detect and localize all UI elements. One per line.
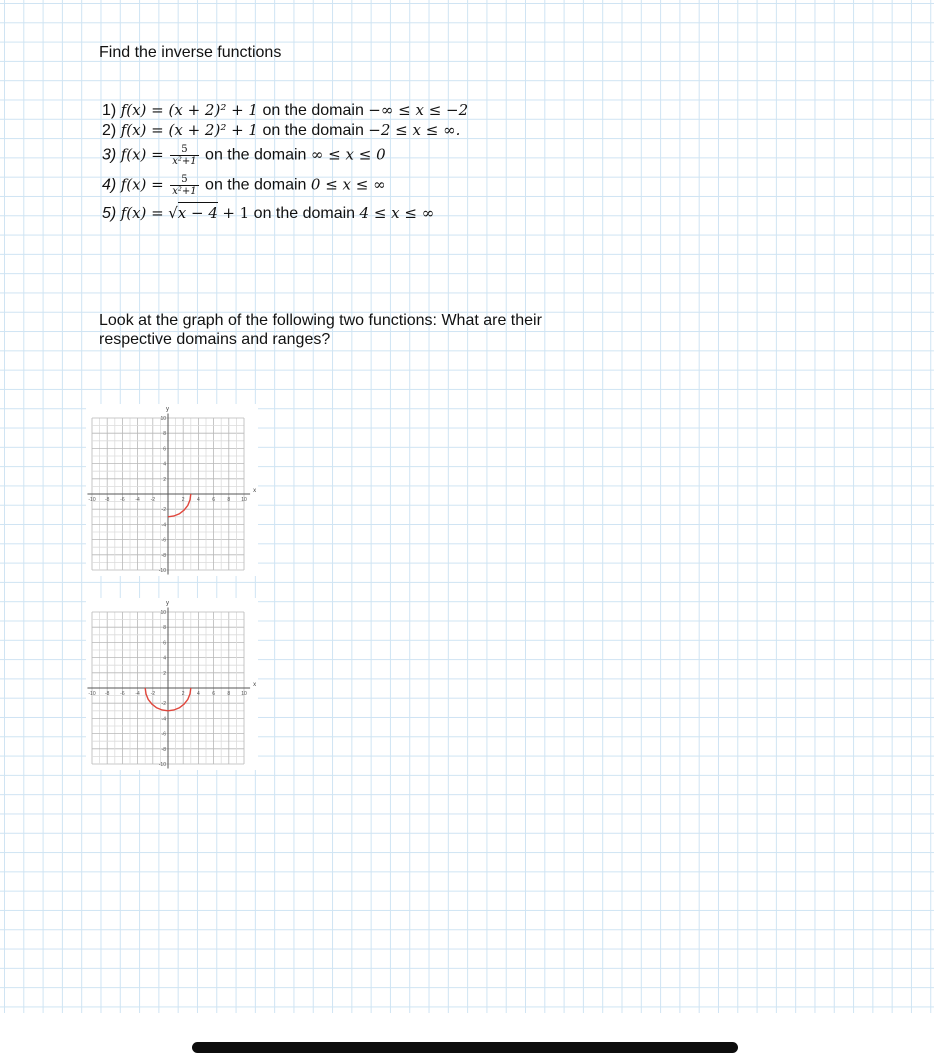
fraction-denominator: x²+1 [172,186,197,197]
y-tick-label: -6 [161,537,166,544]
problem-2 [102,120,460,141]
worksheet-heading: Find the inverse functions [99,44,282,61]
x-tick-label: -8 [104,691,110,697]
fraction-denominator: x²+1 [172,156,197,167]
problem-radicand: x − 4 [177,204,218,222]
graph-question: Look at the graph of the following two functions: What are their respective domains and ranges? [99,312,542,348]
problem-tail: + 1 [222,204,250,222]
x-tick-label: 6 [212,497,215,503]
y-tick-label: 4 [163,655,166,662]
problem-number: 1) [102,102,117,119]
x-tick-label: -4 [135,497,140,503]
x-axis-label: x [253,682,257,688]
x-tick-label: 10 [241,497,247,503]
x-tick-label: -6 [120,497,125,503]
problem-expression: f(x) = (x + 2)² + 1 [120,101,258,119]
x-tick-label: -10 [88,497,96,503]
x-tick-label: -2 [150,497,156,503]
graph-2-plot [86,598,258,770]
problem-1 [102,100,468,121]
x-tick-label: 6 [212,691,215,697]
y-axis-label: y [166,600,169,607]
x-tick-label: -6 [120,691,125,697]
y-tick-label: -10 [158,762,166,768]
problem-connector: on the domain [262,102,364,119]
y-tick-label: 8 [163,625,166,632]
y-tick-label: -10 [158,568,166,574]
problem-expression: f(x) = (x + 2)² + 1 [120,121,258,139]
function-curve [168,494,191,517]
problem-connector: on the domain [205,146,307,164]
x-tick-label: -4 [135,691,140,697]
problem-4 [102,174,386,197]
x-tick-label: 8 [227,691,231,697]
y-axis-label: y [166,406,169,413]
graph-1-plot [86,404,258,576]
x-tick-label: -8 [104,497,110,503]
problem-3 [102,144,386,167]
x-tick-label: -2 [150,691,156,697]
problem-domain: −2 ≤ x ≤ ∞. [368,121,461,139]
problem-5 [102,203,434,224]
y-tick-label: -4 [161,522,166,529]
x-tick-label: 2 [181,691,185,697]
y-tick-label: 6 [163,640,166,647]
problem-lhs: f(x) = [120,145,164,164]
x-tick-label: 10 [241,691,247,697]
x-tick-label: 4 [197,691,200,697]
problem-domain: −∞ ≤ x ≤ −2 [368,101,469,119]
x-axis-label: x [253,488,257,494]
x-tick-label: 4 [197,497,200,503]
y-tick-label: 10 [160,610,166,616]
problem-connector: on the domain [262,122,364,139]
fraction-numerator: 5 [181,144,188,155]
y-tick-label: 6 [163,446,166,453]
y-tick-label: 10 [160,416,166,422]
y-tick-label: 2 [163,476,166,483]
problem-lhs: f(x) = [120,175,164,194]
problem-connector: on the domain [205,176,307,194]
problem-number: 3) [102,146,117,164]
problem-connector: on the domain [253,205,356,222]
y-tick-label: -8 [161,746,166,753]
problem-number: 2) [102,122,117,139]
y-tick-label: 4 [163,461,166,468]
problem-lhs: f(x) = [120,204,164,222]
problem-number: 5) [102,205,117,222]
y-tick-label: -4 [161,716,166,723]
y-tick-label: -8 [161,552,166,559]
graph-1 [86,404,258,576]
problem-domain: 0 ≤ x ≤ ∞ [310,175,386,194]
problem-fraction [170,144,198,167]
y-tick-label: -2 [161,507,166,514]
problem-domain: ∞ ≤ x ≤ 0 [310,145,386,164]
x-tick-label: 2 [181,497,185,503]
problem-number: 4) [102,176,117,194]
y-tick-label: 2 [163,670,166,677]
x-tick-label: 8 [227,497,231,503]
y-tick-label: 8 [163,431,166,438]
problem-domain: 4 ≤ x ≤ ∞ [359,204,435,222]
y-tick-label: -2 [161,701,166,708]
home-indicator[interactable] [192,1042,738,1053]
x-tick-label: -10 [88,691,96,697]
fraction-numerator: 5 [181,174,188,185]
problem-fraction [170,174,198,197]
y-tick-label: -6 [161,731,166,738]
sqrt-sign: √ [168,204,178,222]
graph-2 [86,598,258,770]
